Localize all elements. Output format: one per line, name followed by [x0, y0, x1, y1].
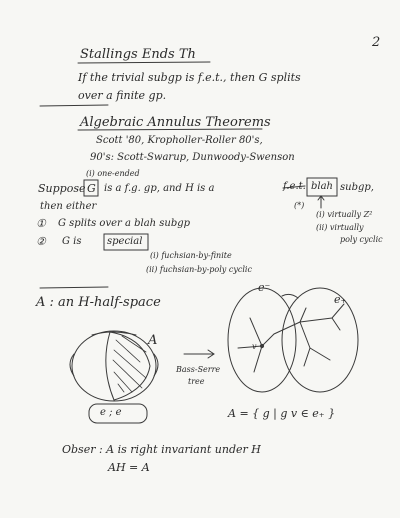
edge-label-e-minus: e⁻: [258, 281, 271, 294]
divider-2: [40, 287, 108, 288]
then-either: then either: [40, 201, 97, 212]
suppose-fet: f.e.t.: [283, 181, 306, 192]
annulus-title: Algebraic Annulus Theorems: [80, 115, 271, 130]
margin-mark: (*): [294, 201, 305, 210]
hatch-lines: [113, 336, 146, 392]
suppose-g: G: [87, 182, 96, 195]
coset-box-content: e ; e: [100, 407, 122, 418]
arrow-label-tree: tree: [188, 377, 205, 386]
blah-arrow: [318, 196, 324, 208]
suppose-middle: is a f.g. gp, and H is a: [104, 183, 215, 194]
tree-vertex: [260, 344, 263, 347]
special-word: special: [107, 236, 143, 247]
blah-option-2-cont: poly cyclic: [340, 235, 383, 244]
annulus-refs-2: 90's: Scott-Swarup, Dunwoody-Swenson: [90, 152, 295, 163]
halfspace-label-a: A: [148, 333, 158, 348]
edge-region-right: [282, 288, 358, 392]
observation: Obser : A is right invariant under H: [62, 443, 261, 456]
option-1-number: ①: [36, 217, 46, 230]
edge-label-e-plus: e₊: [334, 293, 347, 306]
option-1-text: G splits over a blah subgp: [58, 218, 191, 229]
edge-arc: [282, 294, 298, 298]
suppose-word: Suppose: [38, 182, 86, 195]
vertex-label-v: v: [252, 342, 257, 351]
stallings-line-1: If the trivial subgp is f.e.t., then G splits: [78, 71, 301, 84]
option-2-number: ②: [36, 235, 46, 248]
annulus-refs-1: Scott '80, Kropholler-Roller 80's,: [96, 135, 263, 146]
blah-option-1: (i) virtually Z²: [316, 210, 373, 219]
stallings-line-2: over a finite gp.: [78, 89, 167, 102]
halfspace-intro: A : an H-half-space: [36, 295, 161, 310]
edge-region-left: [228, 288, 296, 392]
ah-equals-a: AH = A: [108, 461, 150, 474]
option-2-text: G is: [62, 236, 82, 247]
arrow-label-bass-serre: Bass-Serre: [176, 365, 221, 374]
stallings-underline: [78, 62, 210, 63]
stallings-title: Stallings Ends Th: [80, 47, 196, 62]
suppose-end: subgp,: [340, 182, 374, 193]
bass-serre-arrow: [184, 350, 214, 358]
divider-1: [40, 105, 108, 106]
blah-option-2: (ii) virtually: [316, 223, 364, 232]
suppose-blah: blah: [311, 181, 334, 192]
halfspace-circle: [72, 331, 156, 401]
tree-edges: [238, 304, 344, 372]
special-case-1: (i) fuchsian-by-finite: [150, 251, 232, 260]
page-number: 2: [372, 35, 381, 50]
special-case-2: (ii) fuchsian-by-poly cyclic: [146, 265, 252, 274]
set-definition: A = { g | g v ∈ e₊ }: [228, 407, 336, 420]
halfspace-hatched-boundary: [106, 332, 150, 400]
one-ended-note: (i) one-ended: [86, 169, 140, 178]
